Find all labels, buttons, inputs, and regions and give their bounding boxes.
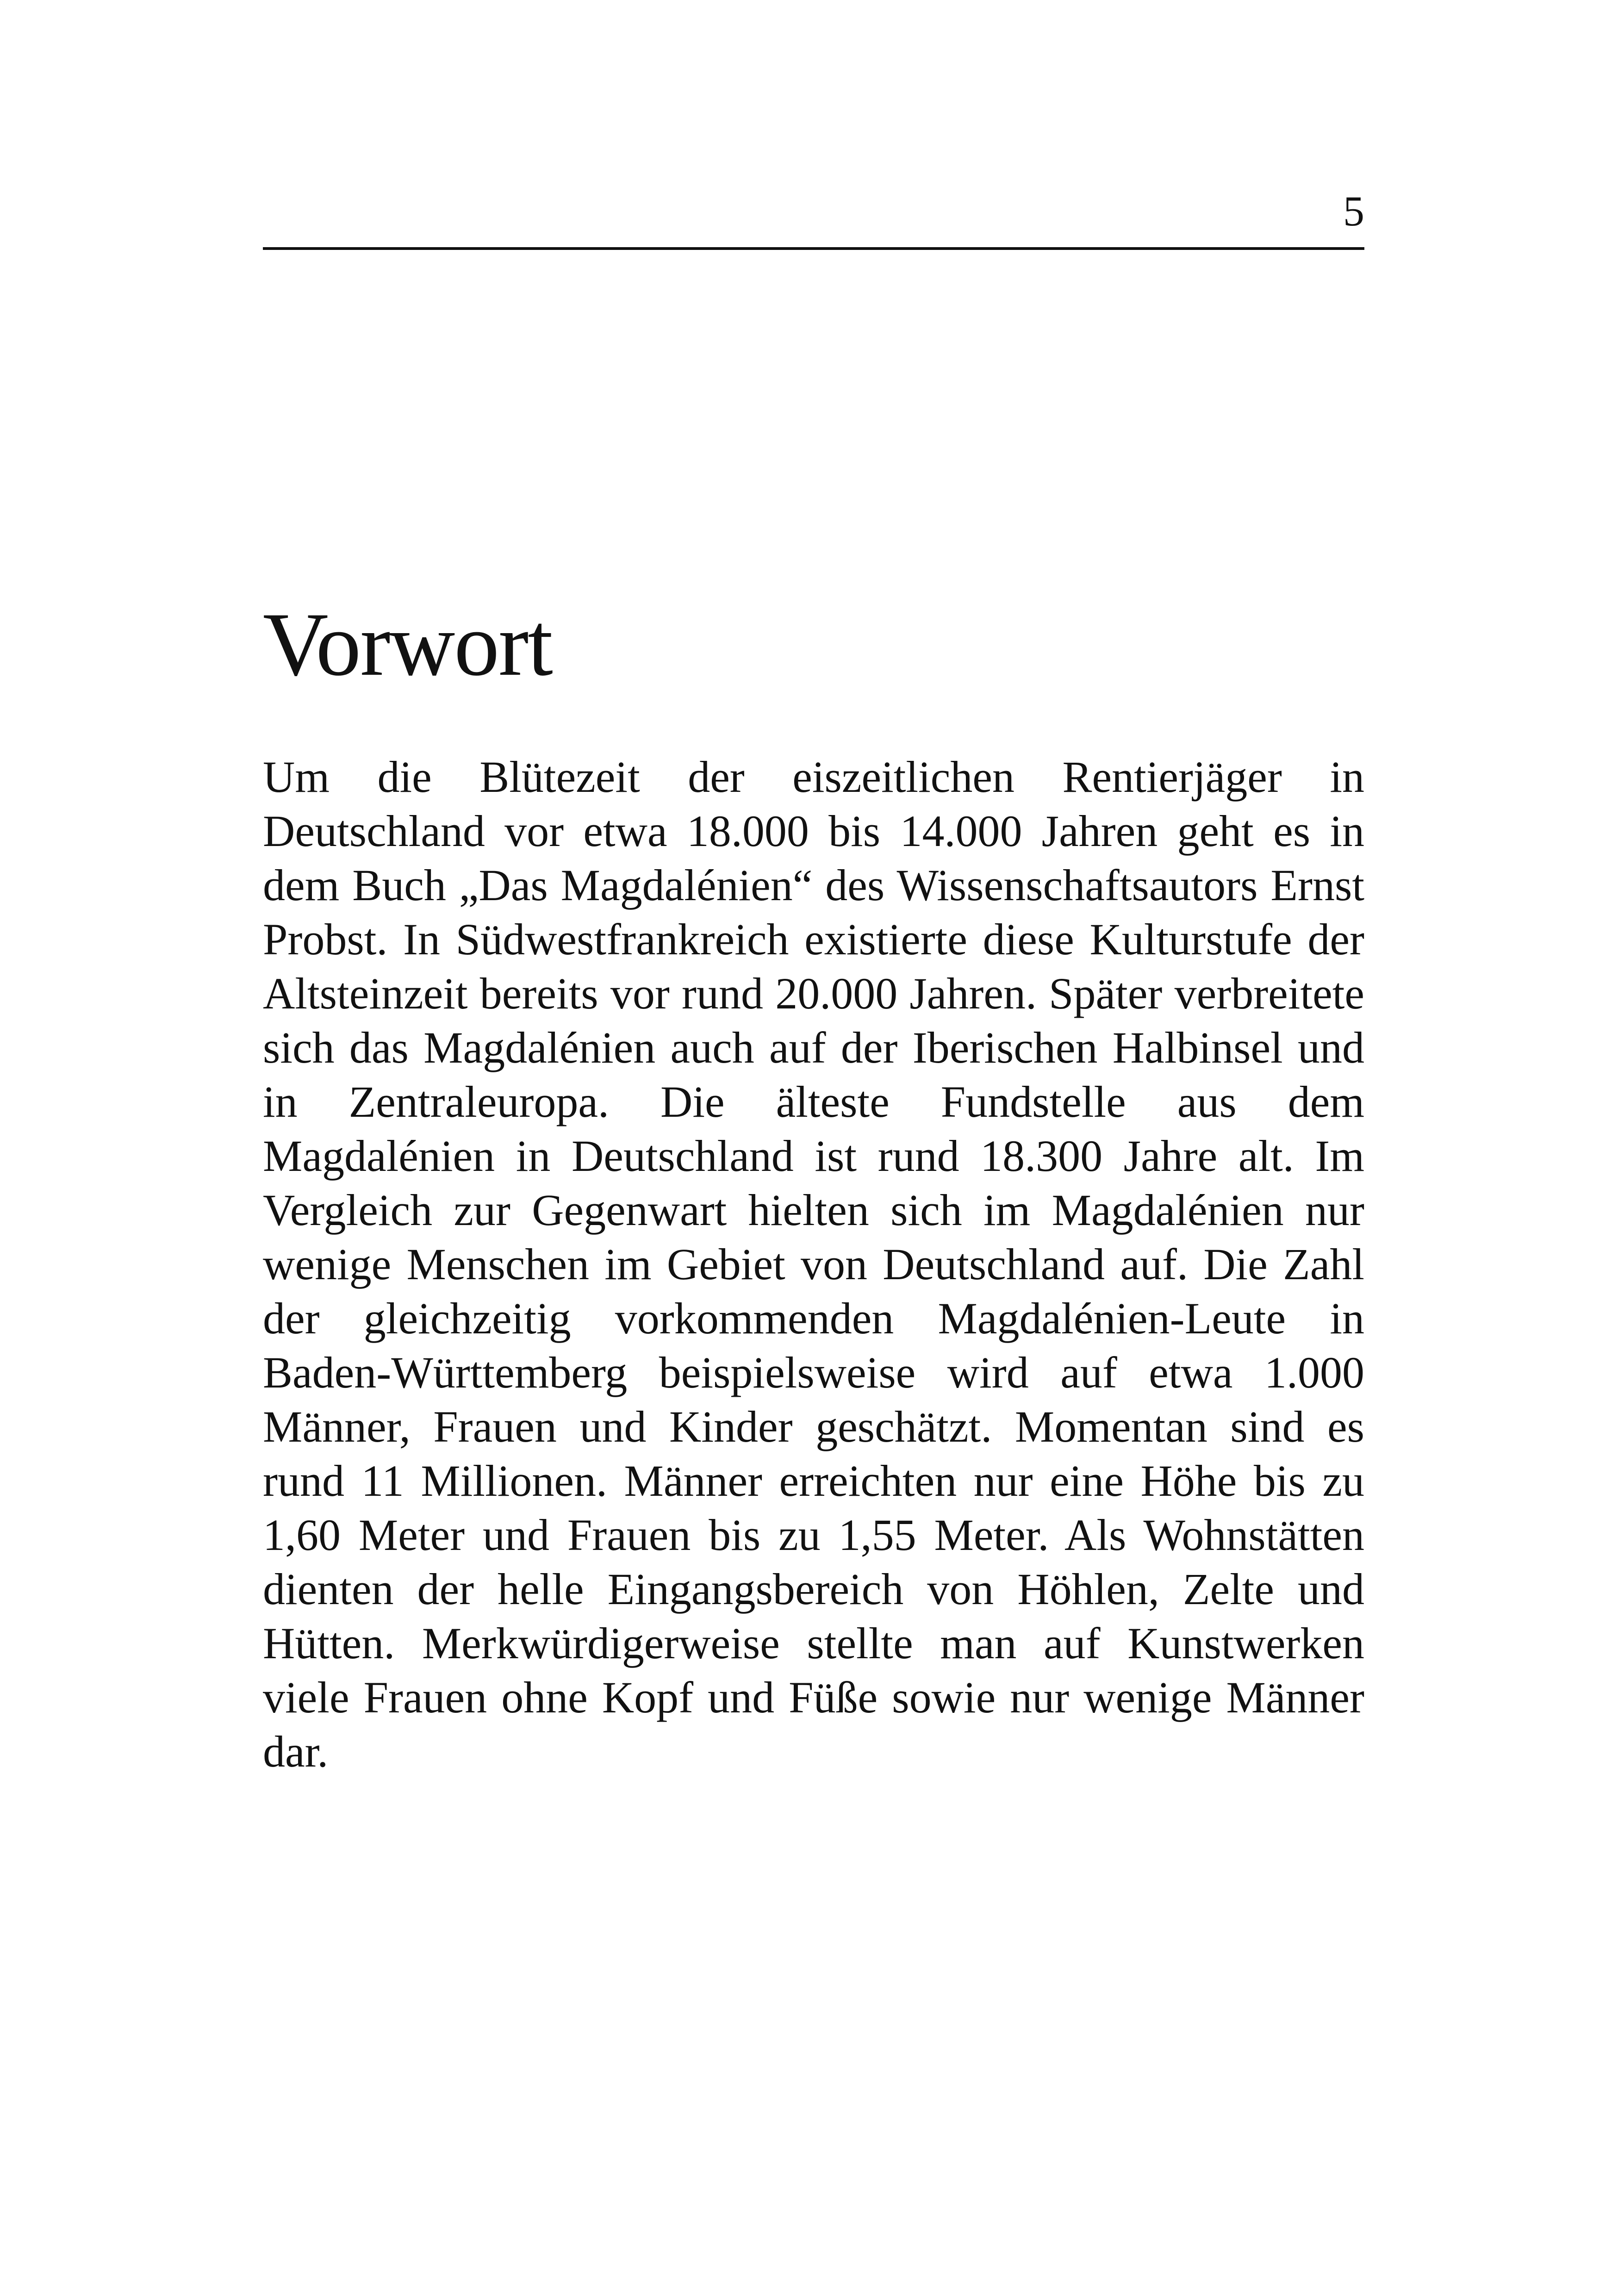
chapter-title: Vorwort [263, 594, 552, 695]
page-number: 5 [1343, 187, 1364, 235]
body-paragraph: Um die Blütezeit der eiszeitlichen Rentierjäger in Deutschland vor etwa 18.000 bis 14.000 Jahren geht es in dem Buch „Das Magdalénien“ des Wissenschaftsautors Ernst Probst. In Südwestfrankreich existierte diese Kulturstufe der Altsteinzeit bereits vor rund 20.000 Jahren. Später verbreitete sich das Magdalénien auch auf der Iberischen Halbinsel und in Zentraleuropa. Die älteste Fundstelle aus dem Magdalénien in Deutschland ist rund 18.300 Jahre alt. Im Vergleich zur Gegenwart hielten sich im Magdalénien nur wenige Menschen im Gebiet von Deutschland auf. Die Zahl der gleichzeitig vorkommenden Magdalénien-Leute in Baden-Württemberg beispielsweise wird auf etwa 1.000 Männer, Frauen und Kinder geschätzt. Momentan sind es rund 11 Millionen. Männer erreichten nur eine Höhe bis zu 1,60 Meter und Frauen bis zu 1,55 Meter. Als Wohnstätten dienten der helle Eingangsbereich von Höhlen, Zelte und Hütten. Merkwürdigerweise stellte man auf Kunstwerken viele Frauen ohne Kopf und Füße sowie nur wenige Männer dar. [263, 752, 1364, 1776]
page-header [263, 176, 1364, 250]
header-rule [263, 247, 1364, 250]
